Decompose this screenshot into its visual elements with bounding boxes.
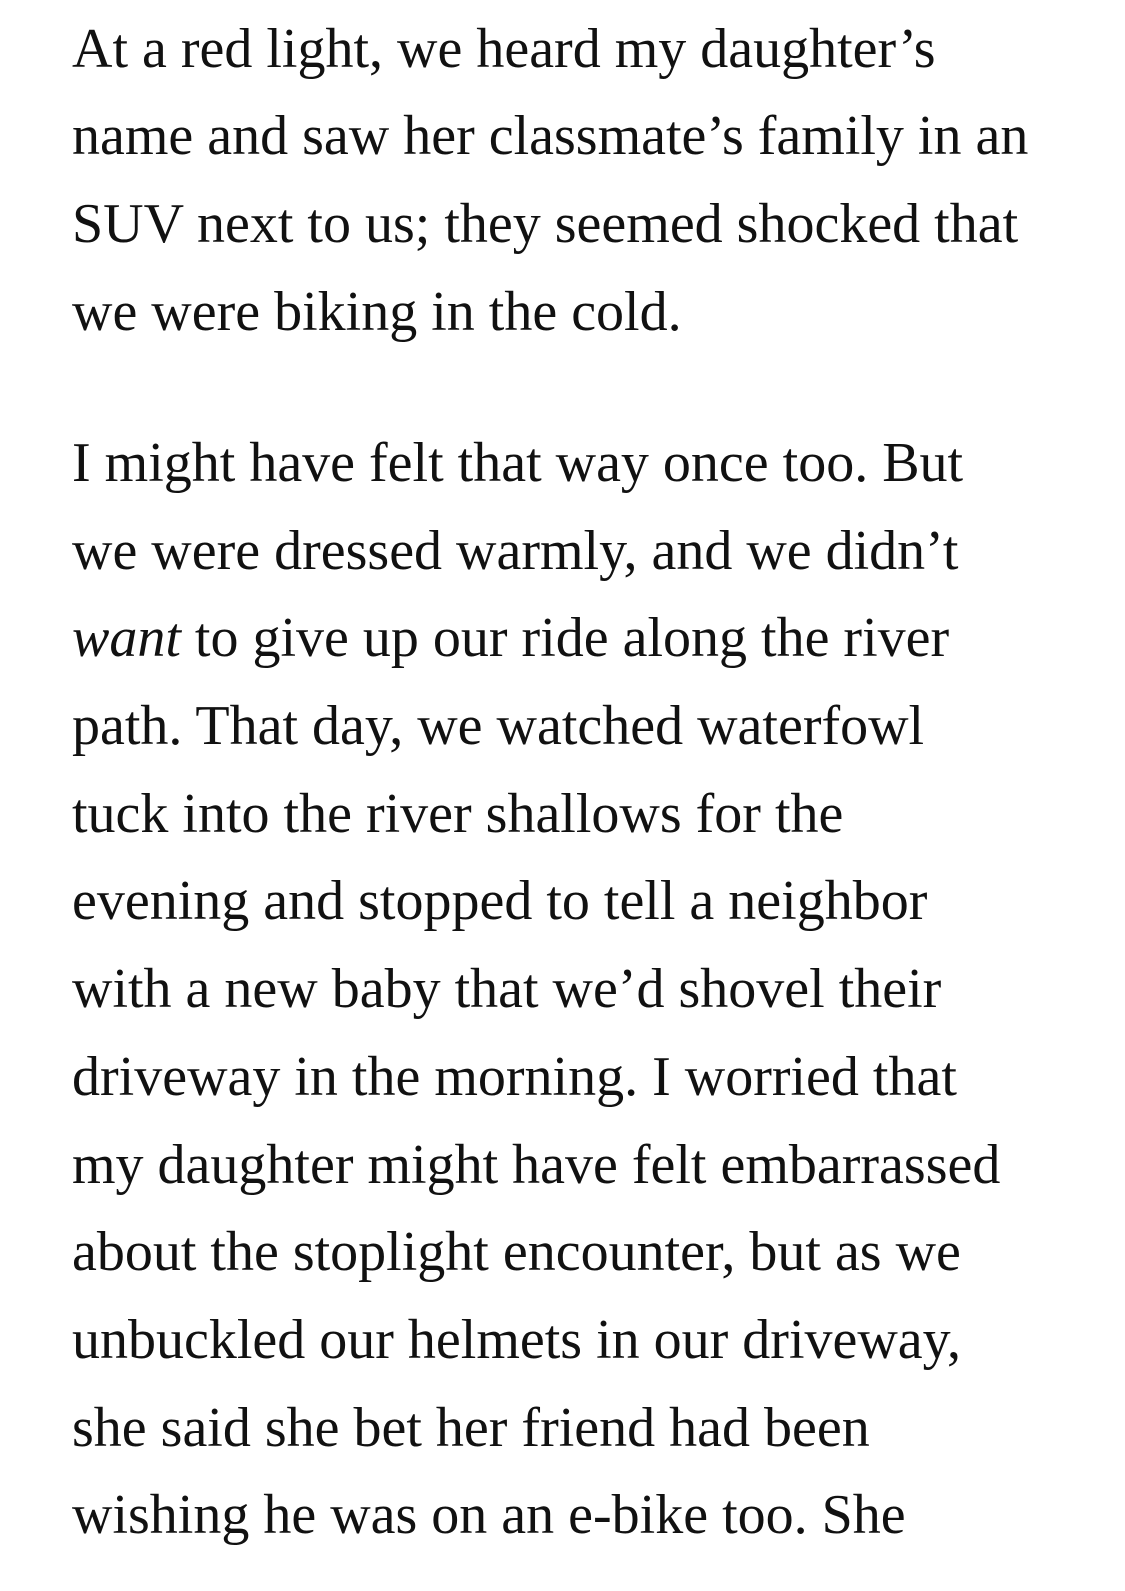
text-line: At a red light, we heard my daughter’s	[72, 18, 936, 80]
text-line: we were biking in the cold.	[72, 281, 682, 343]
text-line: about the stoplight encounter, but as we	[72, 1221, 961, 1283]
text-line: unbuckled our helmets in our driveway,	[72, 1309, 962, 1371]
text-line: wishing he was on an e-bike too. She	[72, 1484, 906, 1546]
text-span: to give up our ride along the river	[180, 607, 950, 669]
text-line: tuck into the river shallows for the	[72, 783, 844, 845]
text-line: I might have felt that way once too. But	[72, 432, 964, 494]
text-line: evening and stopped to tell a neighbor	[72, 870, 928, 932]
text-line: path. That day, we watched waterfowl	[72, 695, 925, 757]
text-line	[72, 607, 950, 669]
text-line: SUV next to us; they seemed shocked that	[72, 193, 1019, 255]
text-line: she said she bet her friend had been	[72, 1397, 870, 1459]
text-line: we were dressed warmly, and we didn’t	[72, 520, 959, 582]
emphasis-text: want	[72, 607, 181, 669]
text-line: with a new baby that we’d shovel their	[72, 958, 942, 1020]
text-line: name and saw her classmate’s family in an	[72, 105, 1029, 167]
text-line: my daughter might have felt embarrassed	[72, 1134, 1001, 1196]
text-line: driveway in the morning. I worried that	[72, 1046, 957, 1108]
